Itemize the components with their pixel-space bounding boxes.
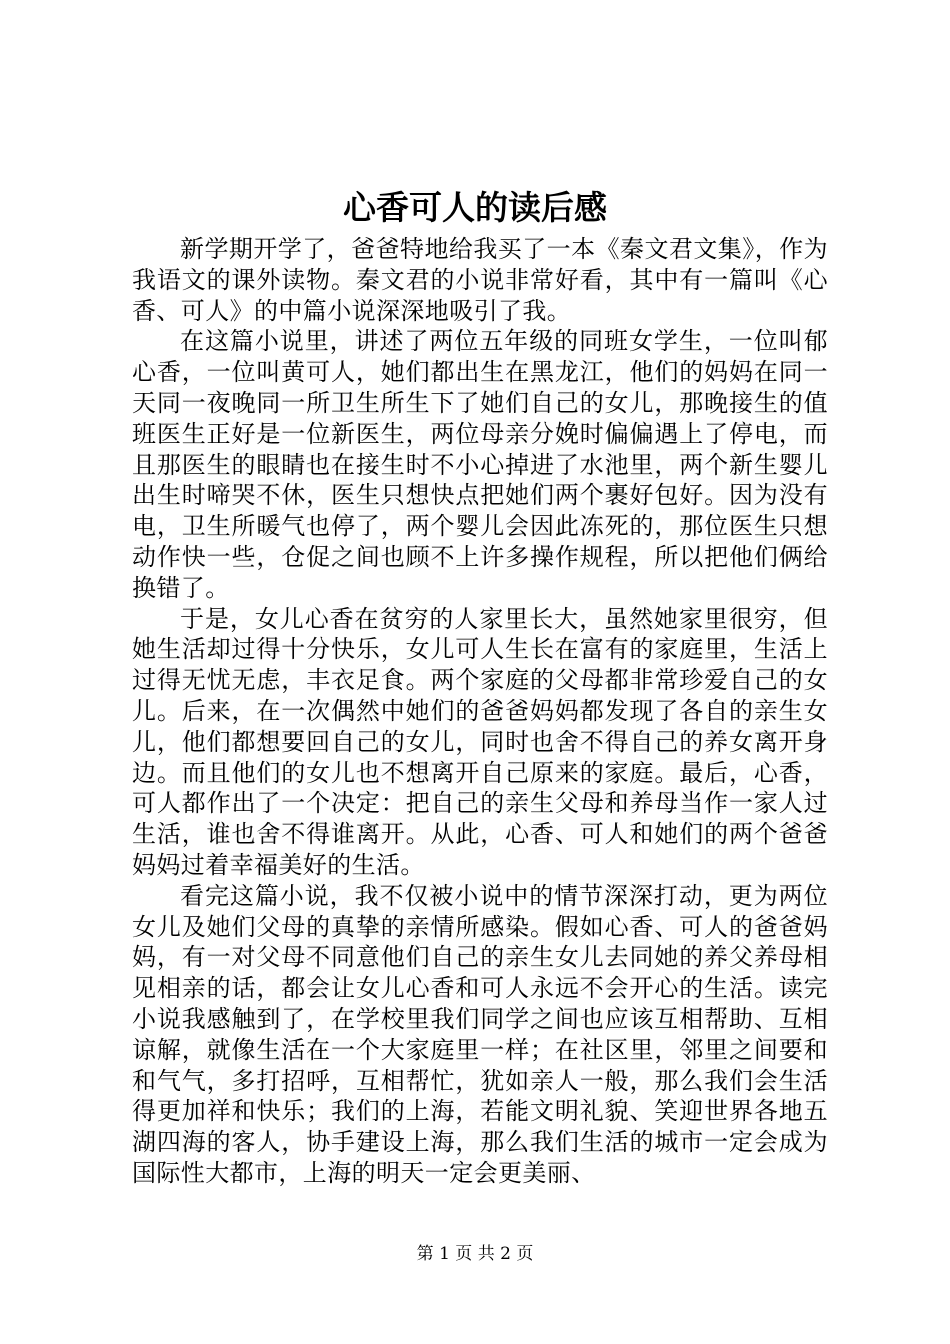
paragraph-4: 看完这篇小说，我不仅被小说中的情节深深打动，更为两位女儿及她们父母的真挚的亲情所感染。假如心香、可人的爸爸妈妈，有一对父母不同意他们自己的亲生女儿去同她的养父养母相见相亲的话，都会让女儿心香和可人永远不会开心的生活。读完小说我感触到了，在学校里我们同学之间也应该互相帮助、互相谅解，就像生活在一个大家庭里一样；在社区里，邻里之间要和和气气，多打招呼，互相帮忙，犹如亲人一般，那么我们会生活得更加祥和快乐；我们的上海，若能文明礼貌、笑迎世界各地五湖四海的客人，协手建设上海，那么我们生活的城市一定会成为国际性大都市，上海的明天一定会更美丽、 [132, 881, 828, 1187]
paragraph-3: 于是，女儿心香在贫穷的人家里长大，虽然她家里很穷，但她生活却过得十分快乐，女儿可人生长在富有的家庭里，生活上过得无忧无虑，丰衣足食。两个家庭的父母都非常珍爱自己的女儿。后来，在一次偶然中她们的爸爸妈妈都发现了各自的亲生女儿，他们都想要回自己的女儿，同时也舍不得自己的养女离开身边。而且他们的女儿也不想离开自己原来的家庭。最后，心香，可人都作出了一个决定：把自己的亲生父母和养母当作一家人过生活，谁也舍不得谁离开。从此，心香、可人和她们的两个爸爸妈妈过着幸福美好的生活。 [132, 604, 828, 879]
document-body [132, 234, 828, 1189]
paragraph-1: 新学期开学了，爸爸特地给我买了一本《秦文君文集》，作为我语文的课外读物。秦文君的小说非常好看，其中有一篇叫《心香、可人》的中篇小说深深地吸引了我。 [132, 235, 828, 325]
page-footer: 第 1 页 共 2 页 [416, 1244, 534, 1264]
document-title: 心香可人的读后感 [343, 188, 607, 227]
paragraph-2: 在这篇小说里，讲述了两位五年级的同班女学生，一位叫郁心香，一位叫黄可人，她们都出生在黑龙江，他们的妈妈在同一天同一夜晚同一所卫生所生下了她们自己的女儿，那晚接生的值班医生正好是一位新医生，两位母亲分娩时偏偏遇上了停电，而且那医生的眼睛也在接生时不小心掉进了水池里，两个新生婴儿出生时啼哭不休，医生只想快点把她们两个裹好包好。因为没有电，卫生所暖气也停了，两个婴儿会因此冻死的，那位医生只想动作快一些，仓促之间也顾不上许多操作规程，所以把他们俩给换错了。 [132, 327, 828, 602]
